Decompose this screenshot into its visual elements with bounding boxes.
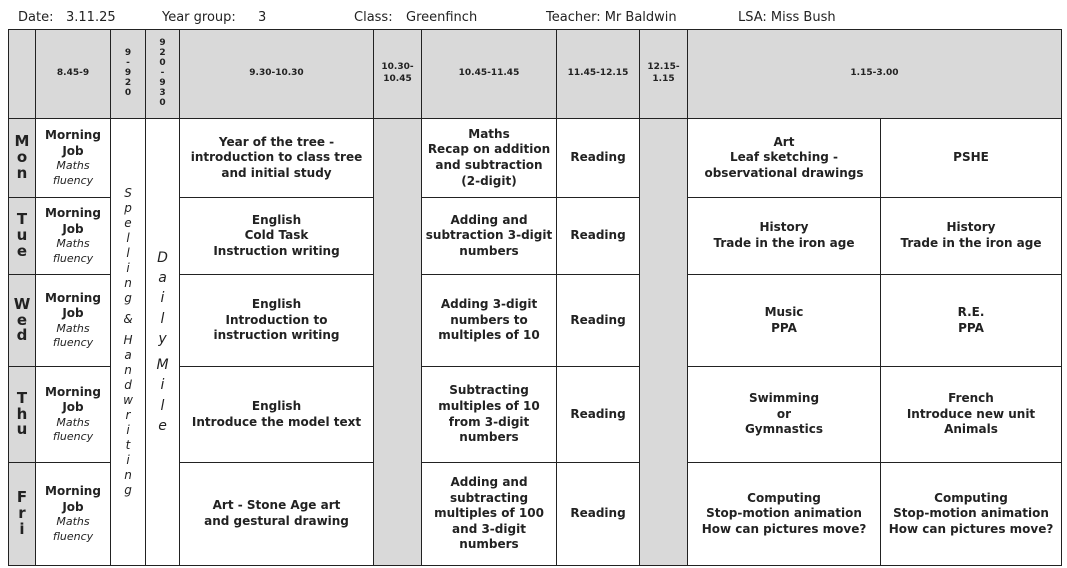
spelling-handwriting-cell: S p e l l i n g & H a n d w r i t i n g <box>111 119 146 566</box>
lesson1-cell: Art - Stone Age art and gestural drawing <box>180 463 374 566</box>
afternoon1-cell: Music PPA <box>688 275 881 367</box>
afternoon2-cell: French Introduce new unit Animals <box>881 367 1062 463</box>
afternoon2-cell: PSHE <box>881 119 1062 198</box>
table-row <box>9 119 1062 198</box>
class-label: Class: <box>354 10 393 25</box>
afternoon2-cell: History Trade in the iron age <box>881 198 1062 275</box>
lesson2-cell: Adding and subtracting multiples of 100 and 3-digit numbers <box>422 463 557 566</box>
time-slot-1045: 10.45-11.45 <box>422 30 557 119</box>
lesson2-cell: Adding and subtraction 3-digit numbers <box>422 198 557 275</box>
corner-cell <box>9 30 36 119</box>
reading-cell: Reading <box>557 463 640 566</box>
teacher: Teacher: Mr Baldwin <box>546 10 677 25</box>
break-cell <box>374 119 422 566</box>
reading-cell: Reading <box>557 119 640 198</box>
timetable <box>8 29 1062 566</box>
morning-job-cell: Morning Job Maths fluency <box>36 463 111 566</box>
time-slot-115: 1.15-3.00 <box>688 30 1062 119</box>
time-slot-920: 9 2 0 - 9 3 0 <box>146 30 180 119</box>
day-label: F r i <box>9 463 36 566</box>
class-value: Greenfinch <box>406 10 478 25</box>
lsa: LSA: Miss Bush <box>738 10 836 25</box>
reading-cell: Reading <box>557 275 640 367</box>
day-label: M o n <box>9 119 36 198</box>
lesson1-cell: English Cold Task Instruction writing <box>180 198 374 275</box>
afternoon2-cell: Computing Stop-motion animation How can pictures move? <box>881 463 1062 566</box>
timetable-header <box>0 10 1067 28</box>
reading-cell: Reading <box>557 367 640 463</box>
lesson2-cell: Adding 3-digit numbers to multiples of 10 <box>422 275 557 367</box>
afternoon1-cell: Swimming or Gymnastics <box>688 367 881 463</box>
lunch-cell <box>640 119 688 566</box>
day-label: T h u <box>9 367 36 463</box>
lesson2-cell: Maths Recap on addition and subtraction (2-digit) <box>422 119 557 198</box>
date-value: 3.11.25 <box>66 10 116 25</box>
morning-job-cell: Morning Job Maths fluency <box>36 119 111 198</box>
morning-job-cell: Morning Job Maths fluency <box>36 367 111 463</box>
time-slot-1215: 12.15- 1.15 <box>640 30 688 119</box>
afternoon1-cell: History Trade in the iron age <box>688 198 881 275</box>
time-slot-1145: 11.45-12.15 <box>557 30 640 119</box>
time-header-row <box>9 30 1062 119</box>
time-slot-845: 8.45-9 <box>36 30 111 119</box>
lesson1-cell: English Introduce the model text <box>180 367 374 463</box>
date-label: Date: <box>18 10 54 25</box>
day-label: T u e <box>9 198 36 275</box>
time-slot-900: 9 - 9 2 0 <box>111 30 146 119</box>
lesson1-cell: Year of the tree - introduction to class tree and initial study <box>180 119 374 198</box>
year-group-label: Year group: <box>162 10 236 25</box>
time-slot-1030: 10.30- 10.45 <box>374 30 422 119</box>
day-label: W e d <box>9 275 36 367</box>
reading-cell: Reading <box>557 198 640 275</box>
afternoon1-cell: Computing Stop-motion animation How can pictures move? <box>688 463 881 566</box>
afternoon2-cell: R.E. PPA <box>881 275 1062 367</box>
daily-mile-cell: D a i l y M i l e <box>146 119 180 566</box>
year-group-value: 3 <box>258 10 267 25</box>
lesson2-cell: Subtracting multiples of 10 from 3-digit numbers <box>422 367 557 463</box>
afternoon1-cell: Art Leaf sketching - observational drawings <box>688 119 881 198</box>
morning-job-cell: Morning Job Maths fluency <box>36 275 111 367</box>
lesson1-cell: English Introduction to instruction writing <box>180 275 374 367</box>
morning-job-cell: Morning Job Maths fluency <box>36 198 111 275</box>
time-slot-930: 9.30-10.30 <box>180 30 374 119</box>
